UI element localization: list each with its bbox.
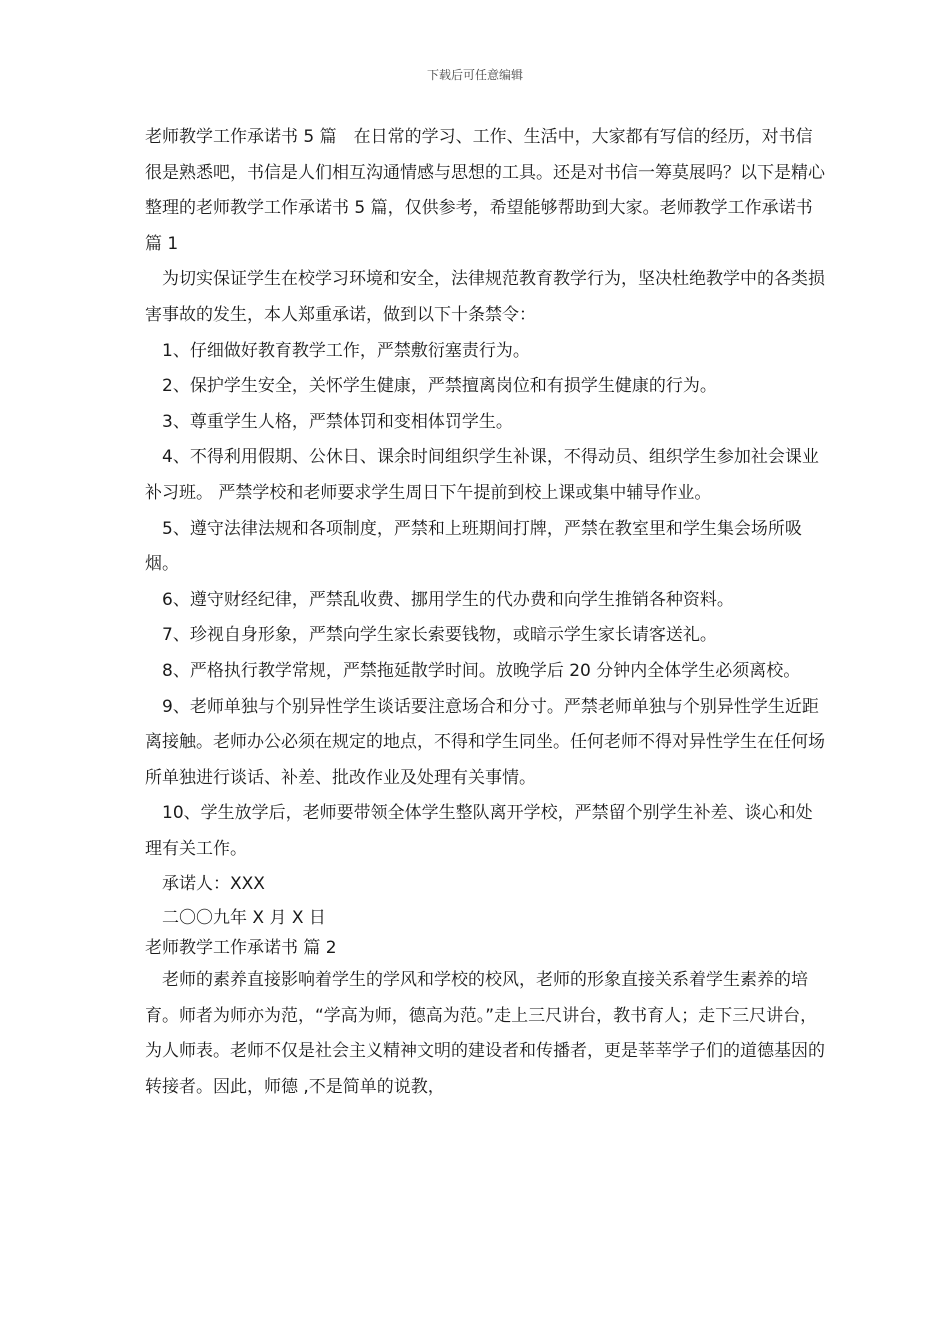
paragraph: 为切实保证学生在校学习环境和安全，法律规范教育教学行为，坚决杜绝教学中的各类损害事故的发生，本人郑重承诺，做到以下十条禁令： [145, 269, 825, 325]
page-header-note: 下载后可任意编辑 [426, 68, 523, 82]
paragraph: 3、尊重学生人格，严禁体罚和变相体罚学生。 [162, 411, 513, 432]
paragraph: 8、严格执行教学常规，严禁拖延散学时间。放晚学后 20 分钟内全体学生必须离校。 [162, 660, 801, 681]
document-body [145, 120, 825, 1105]
paragraph: 老师的素养直接影响着学生的学风和学校的校风，老师的形象直接关系着学生素养的培育。师者为师亦为范，“学高为师，德高为范。”走上三尺讲台，教书育人；走下三尺讲台，为人师表。老师不仅是社会主义精神文明的建设者和传播者，更是莘莘学子们的道德基因的转接者。因此，师德 ,不是简单的说教， [145, 970, 825, 1097]
paragraph: 4、不得利用假期、公休日、课余时间组织学生补课，不得动员、组织学生参加社会课业补习班。 严禁学校和老师要求学生周日下午提前到校上课或集中辅导作业。 [145, 447, 819, 503]
paragraph: 10、学生放学后，老师要带领全体学生整队离开学校，严禁留个别学生补差、谈心和处理有关工作。 [145, 803, 813, 859]
paragraph: 二〇〇九年 X 月 X 日 [162, 908, 326, 929]
paragraph: 老师教学工作承诺书 5 篇 在日常的学习、工作、生活中，大家都有写信的经历，对书信很是熟悉吧，书信是人们相互沟通情感与思想的工具。还是对书信一筹莫展吗？以下是精心整理的老师教学工作承诺书 5 篇，仅供参考，希望能够帮助到大家。老师教学工作承诺书 篇 1 [145, 127, 825, 254]
paragraph: 5、遵守法律法规和各项制度，严禁和上班期间打牌，严禁在教室里和学生集会场所吸烟。 [145, 518, 802, 575]
paragraph: 承诺人：XXX [162, 874, 265, 895]
paragraph: 6、遵守财经纪律，严禁乱收费、挪用学生的代办费和向学生推销各种资料。 [162, 589, 734, 610]
paragraph: 9、老师单独与个别异性学生谈话要注意场合和分寸。严禁老师单独与个别异性学生近距离接触。老师办公必须在规定的地点，不得和学生同坐。任何老师不得对异性学生在任何场所单独进行谈话、补差、批改作业及处理有关事情。 [145, 696, 825, 788]
paragraph: 2、保护学生安全，关怀学生健康，严禁擅离岗位和有损学生健康的行为。 [162, 376, 717, 397]
paragraph: 7、珍视自身形象，严禁向学生家长索要钱物，或暗示学生家长请客送礼。 [162, 625, 717, 646]
paragraph: 1、仔细做好教育教学工作，严禁敷衍塞责行为。 [162, 340, 530, 361]
paragraph: 老师教学工作承诺书 篇 2 [145, 938, 337, 959]
